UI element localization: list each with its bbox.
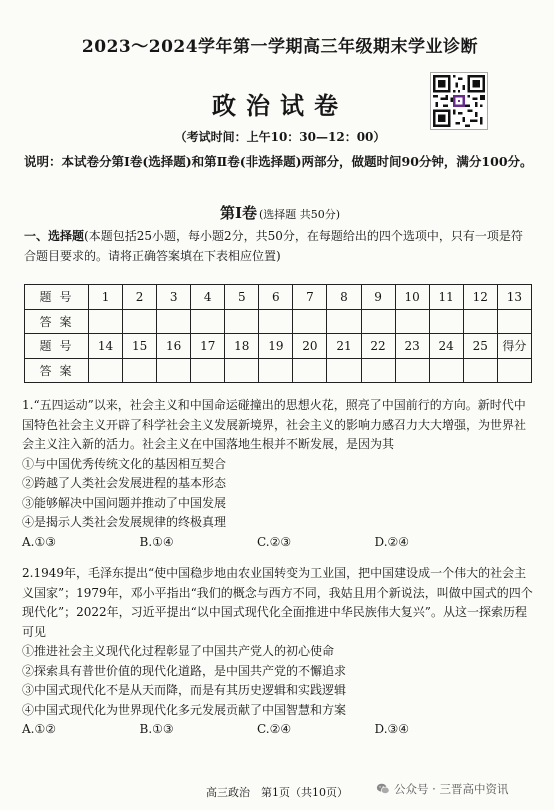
answer-cell[interactable] bbox=[225, 358, 259, 383]
row-header: 题号 bbox=[25, 334, 89, 359]
score-cell[interactable] bbox=[497, 358, 531, 383]
statement-option: ④是揭示人类社会发展规律的终极真理 bbox=[22, 515, 227, 529]
exam-time: （考试时间：上午10：30—12：00） bbox=[174, 130, 386, 144]
answer-cell[interactable] bbox=[89, 358, 123, 383]
answer-cell[interactable] bbox=[157, 309, 191, 334]
exam-note: 说明：本试卷分第Ⅰ卷(选择题)和第Ⅱ卷(非选择题)两部分，做题时间90分钟，满分100分。 bbox=[24, 154, 533, 169]
page-footer: 高三政治 第1页（共10页） bbox=[206, 786, 348, 799]
table-cell: 2 bbox=[123, 285, 157, 310]
answer-cell[interactable] bbox=[225, 309, 259, 334]
table-cell: 8 bbox=[327, 285, 361, 310]
table-cell: 3 bbox=[157, 285, 191, 310]
table-cell: 11 bbox=[429, 285, 463, 310]
table-row bbox=[25, 309, 532, 334]
table-cell: 24 bbox=[429, 334, 463, 359]
answer-cell[interactable] bbox=[395, 309, 429, 334]
table-cell: 13 bbox=[497, 285, 531, 310]
table-cell: 7 bbox=[293, 285, 327, 310]
statement-option: ③中国式现代化不是从天而降，而是有其历史逻辑和实践逻辑 bbox=[22, 683, 347, 697]
table-cell: 22 bbox=[361, 334, 395, 359]
answer-cell[interactable] bbox=[191, 358, 225, 383]
answer-cell[interactable] bbox=[293, 309, 327, 334]
answer-choices bbox=[22, 720, 492, 740]
choice-a[interactable]: A.①② bbox=[22, 722, 56, 736]
part1-title: 第Ⅰ卷 bbox=[219, 204, 257, 222]
statement-option: ④中国式现代化为世界现代化多元发展贡献了中国智慧和方案 bbox=[22, 702, 347, 717]
answer-cell[interactable] bbox=[89, 309, 123, 334]
answer-cell[interactable] bbox=[191, 309, 225, 334]
row-header: 题号 bbox=[25, 285, 89, 310]
subject-title: 政治试卷 bbox=[212, 91, 348, 120]
question-1 bbox=[22, 396, 536, 552]
statement-option: ③能够解决中国问题并推动了中国发展 bbox=[22, 495, 227, 510]
table-row bbox=[25, 358, 532, 383]
answer-cell[interactable] bbox=[123, 309, 157, 334]
answer-cell[interactable] bbox=[123, 358, 157, 383]
question-stem: 2.1949年，毛泽东提出“使中国稳步地由农业国转变为工业国，把中国建设成一个伟大的社会主义国家”；1979年，邓小平指出“我们的概念与西方不同，我姑且用个新说法，叫做中国式的四个现代化”；2022年，习近平提出“以中国式现代化全面推进中华民族伟大复兴”。从这一探索历程可见 bbox=[22, 566, 533, 639]
table-cell: 20 bbox=[293, 334, 327, 359]
table-row bbox=[25, 285, 532, 310]
answer-cell[interactable] bbox=[327, 358, 361, 383]
score-header-cell: 得分 bbox=[497, 334, 531, 359]
answer-cell[interactable] bbox=[327, 309, 361, 334]
exam-title: 2023～2024学年第一学期高三年级期末学业诊断 bbox=[81, 37, 479, 57]
part1-heading bbox=[150, 202, 410, 223]
table-cell: 9 bbox=[361, 285, 395, 310]
table-cell: 10 bbox=[395, 285, 429, 310]
answer-cell[interactable] bbox=[463, 358, 497, 383]
answer-cell[interactable] bbox=[259, 358, 293, 383]
qr-code-icon bbox=[430, 72, 488, 130]
table-cell: 6 bbox=[259, 285, 293, 310]
table-cell: 16 bbox=[157, 334, 191, 359]
instructions-body: (本题包括25小题，每小题2分，共50分，在每题给出的四个选项中，只有一项是符合题目要求的。请将正确答案填在下表相应位置) bbox=[24, 229, 523, 263]
table-row bbox=[25, 334, 532, 359]
answer-cell[interactable] bbox=[395, 358, 429, 383]
table-cell: 5 bbox=[225, 285, 259, 310]
answer-cell[interactable] bbox=[429, 309, 463, 334]
statement-option: ①与中国优秀传统文化的基因相互契合 bbox=[22, 456, 227, 471]
table-cell: 25 bbox=[463, 334, 497, 359]
choice-a[interactable]: A.①③ bbox=[22, 534, 56, 549]
statement-option: ①推进社会主义现代化过程彰显了中国共产党人的初心使命 bbox=[22, 644, 335, 658]
answer-cell[interactable] bbox=[259, 309, 293, 334]
instructions-lead: 一、选择题 bbox=[24, 229, 85, 243]
wechat-icon bbox=[376, 782, 390, 796]
table-cell: 15 bbox=[123, 334, 157, 359]
answer-table bbox=[24, 284, 532, 383]
statement-option: ②跨越了人类社会发展进程的基本形态 bbox=[22, 476, 227, 490]
choice-d[interactable]: D.③④ bbox=[374, 722, 410, 736]
answer-cell[interactable] bbox=[293, 358, 327, 383]
part1-subtitle: (选择题 共50分) bbox=[258, 208, 341, 221]
choice-d[interactable]: D.②④ bbox=[374, 534, 410, 549]
watermark bbox=[376, 781, 508, 797]
table-cell: 23 bbox=[395, 334, 429, 359]
answer-cell[interactable] bbox=[361, 309, 395, 334]
section-instructions bbox=[24, 226, 534, 266]
watermark-text: 公众号 · 三晋高中资讯 bbox=[394, 782, 509, 796]
answer-cell[interactable] bbox=[497, 309, 531, 334]
table-cell: 19 bbox=[259, 334, 293, 359]
question-2 bbox=[22, 564, 536, 740]
row-header: 答案 bbox=[25, 358, 89, 383]
table-cell: 12 bbox=[463, 285, 497, 310]
choice-c[interactable]: C.②③ bbox=[257, 534, 292, 549]
answer-cell[interactable] bbox=[429, 358, 463, 383]
table-cell: 21 bbox=[327, 334, 361, 359]
table-cell: 1 bbox=[89, 285, 123, 310]
choice-c[interactable]: C.②④ bbox=[257, 722, 292, 736]
answer-choices bbox=[22, 533, 492, 553]
choice-b[interactable]: B.①③ bbox=[139, 722, 174, 736]
table-cell: 14 bbox=[89, 334, 123, 359]
question-stem: 1.“五四运动”以来，社会主义和中国命运碰撞出的思想火花，照亮了中国前行的方向。新时代中国特色社会主义开辟了科学社会主义发展新境界，社会主义的影响力感召力大大增强，为世界社会主义注入新的活力。社会主义在中国落地生根并不断发展，是因为其 bbox=[22, 398, 527, 451]
answer-cell[interactable] bbox=[463, 309, 497, 334]
statement-option: ②探索具有普世价值的现代化道路，是中国共产党的不懈追求 bbox=[22, 663, 347, 678]
answer-cell[interactable] bbox=[361, 358, 395, 383]
choice-b[interactable]: B.①④ bbox=[139, 534, 174, 549]
table-cell: 4 bbox=[191, 285, 225, 310]
answer-cell[interactable] bbox=[157, 358, 191, 383]
table-cell: 18 bbox=[225, 334, 259, 359]
row-header: 答案 bbox=[25, 309, 89, 334]
table-cell: 17 bbox=[191, 334, 225, 359]
